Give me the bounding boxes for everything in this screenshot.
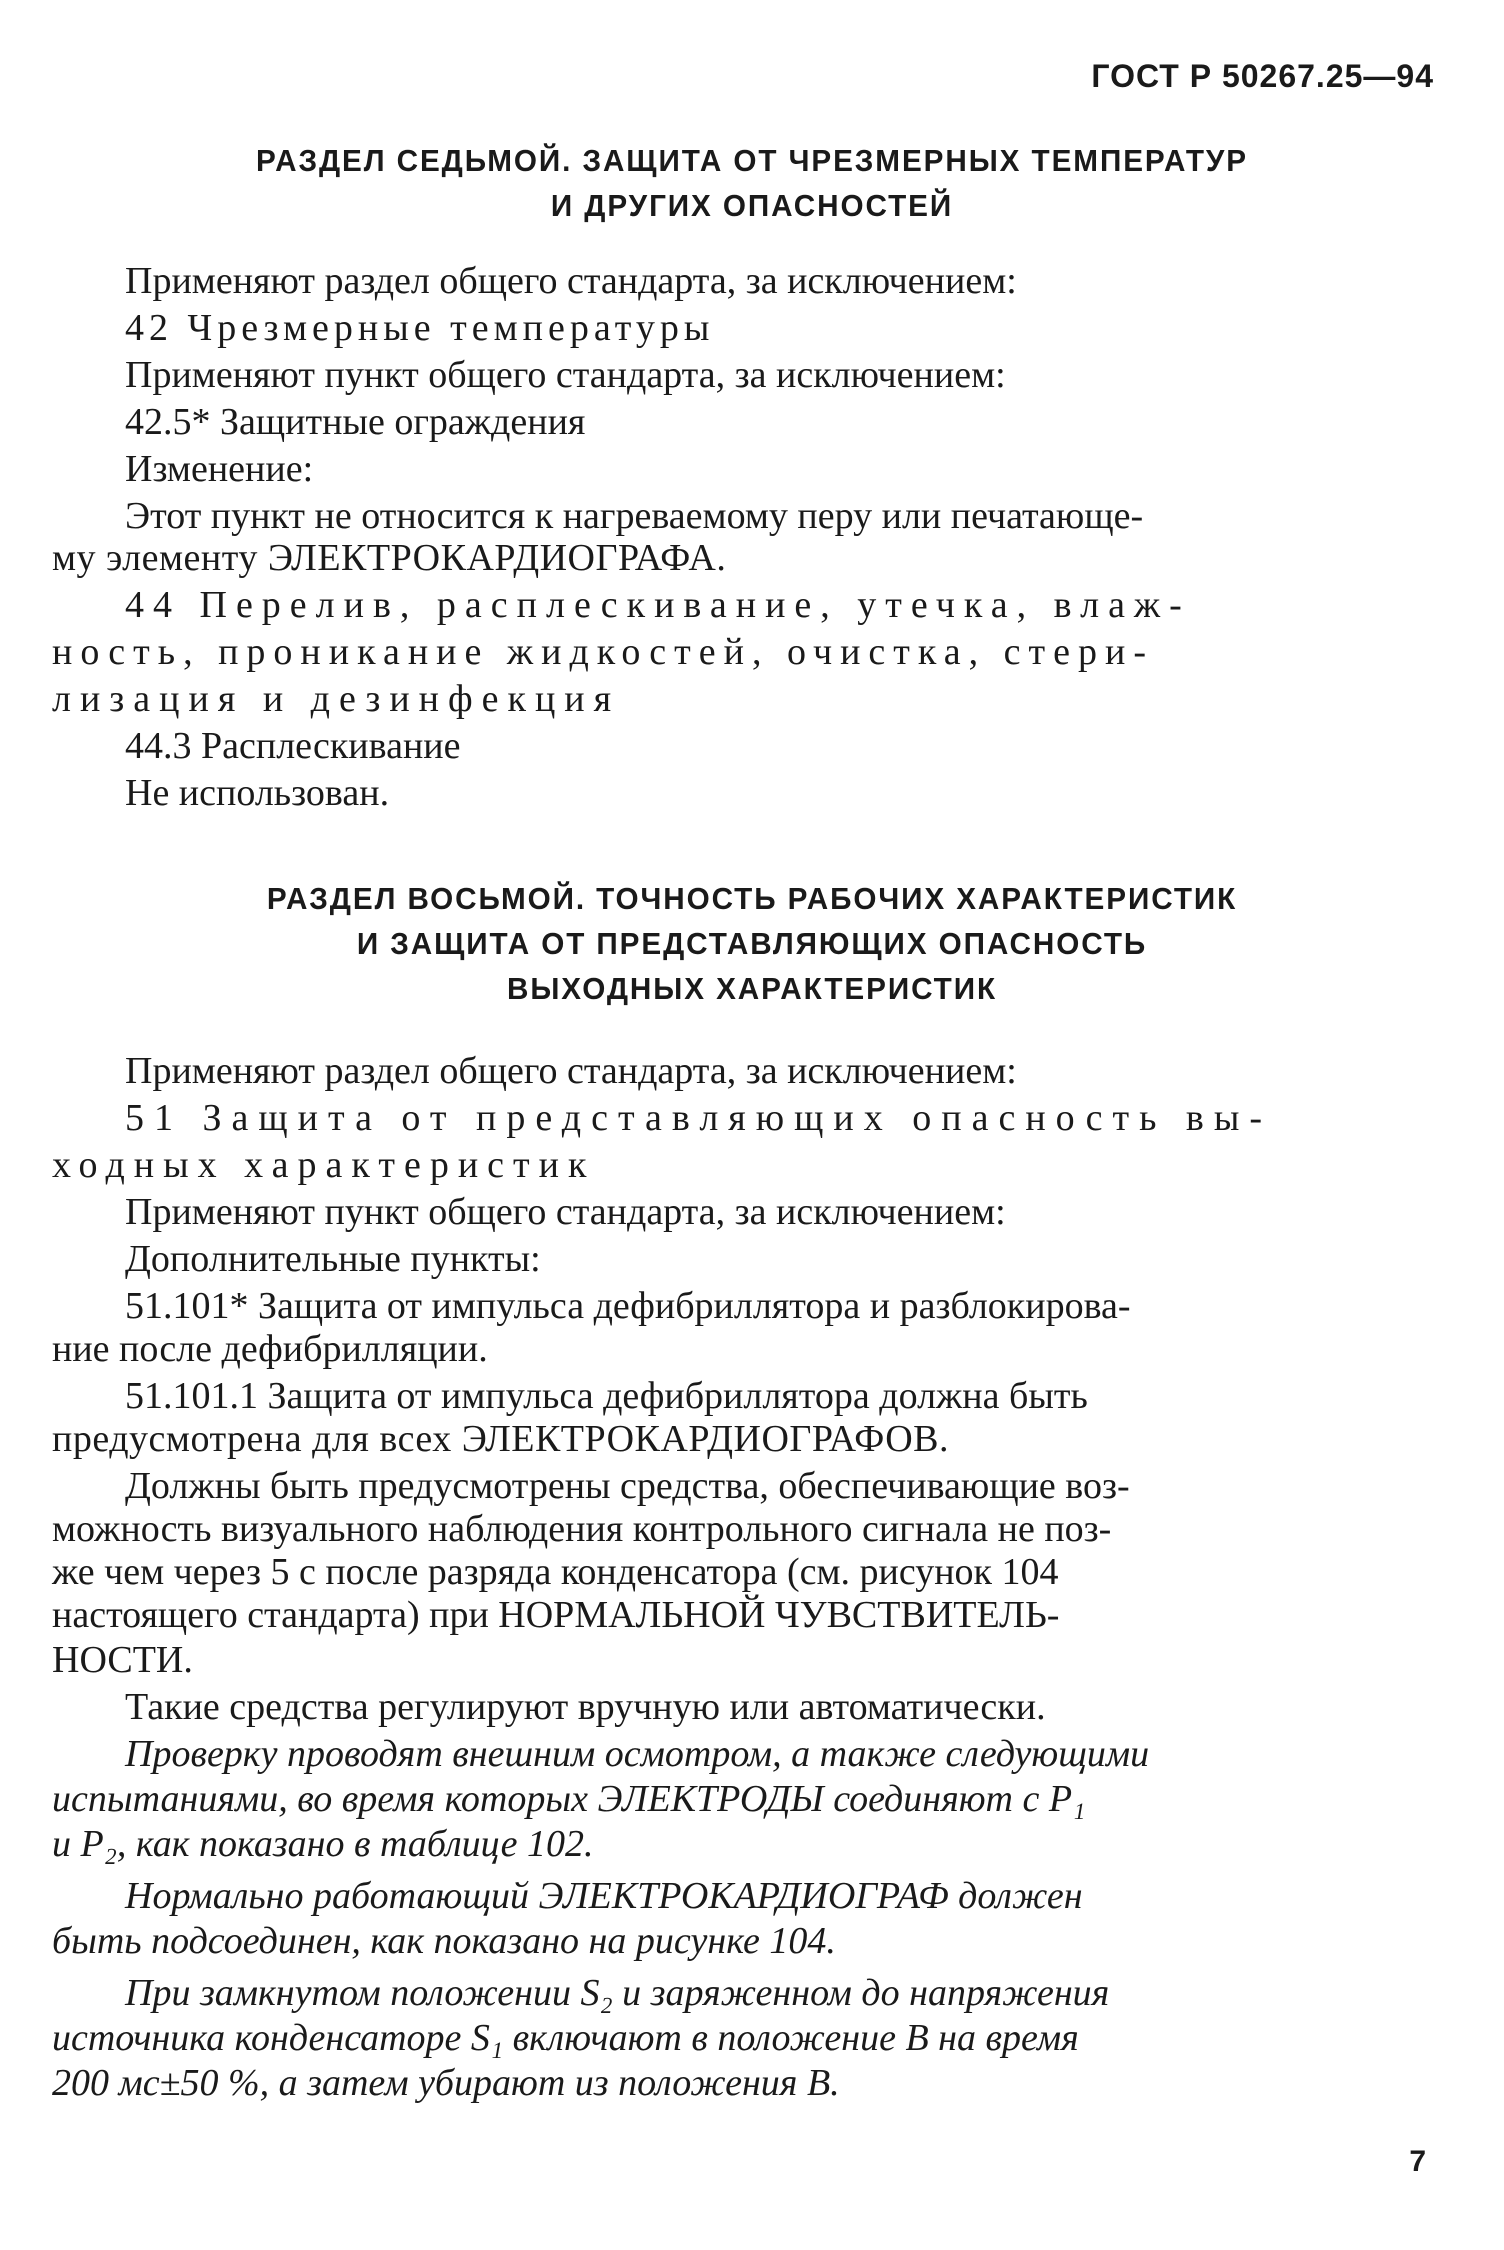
paragraph-line: НОСТИ. (52, 1639, 193, 1681)
paragraph-line: источника конденсаторе S₁ включают в положение B на время (52, 2017, 1079, 2059)
paragraph-line: Должны быть предусмотрены средства, обеспечивающие воз- (125, 1465, 1130, 1507)
paragraph-line: 42 Чрезмерные температуры (125, 307, 715, 349)
paragraph-line: 42.5* Защитные ограждения (125, 401, 586, 443)
paragraph-line: Применяют раздел общего стандарта, за исключением: (125, 260, 1017, 302)
paragraph-line: Не использован. (125, 772, 390, 814)
paragraph-line: 51 Защита от представляющих опасность вы- (125, 1097, 1273, 1139)
paragraph-line: му элементу ЭЛЕКТРОКАРДИОГРАФА. (52, 537, 727, 579)
paragraph-line: ность, проникание жидкостей, очистка, стери- (52, 631, 1154, 673)
paragraph-line: Такие средства регулируют вручную или автоматически. (125, 1686, 1046, 1728)
section-7-title-line-2: И ДРУГИХ ОПАСНОСТЕЙ (550, 188, 954, 223)
paragraph-line: 44 Перелив, расплескивание, утечка, влаж- (125, 584, 1191, 626)
paragraph-line: 51.101.1 Защита от импульса дефибриллятора должна быть (125, 1375, 1088, 1417)
paragraph-line: 200 мс±50 %, а затем убирают из положения B. (52, 2062, 840, 2104)
section-8-title-line-3: ВЫХОДНЫХ ХАРАКТЕРИСТИК (506, 971, 998, 1006)
paragraph-line: Применяют пункт общего стандарта, за исключением: (125, 1191, 1006, 1233)
paragraph-line: Применяют раздел общего стандарта, за исключением: (125, 1050, 1017, 1092)
section-8-title-line-2: И ЗАЩИТА ОТ ПРЕДСТАВЛЯЮЩИХ ОПАСНОСТЬ (356, 926, 1148, 961)
paragraph-line: Нормально работающий ЭЛЕКТРОКАРДИОГРАФ должен (125, 1875, 1083, 1917)
paragraph-line: лизация и дезинфекция (52, 678, 621, 720)
paragraph-line: 44.3 Расплескивание (125, 725, 461, 767)
paragraph-line: Проверку проводят внешним осмотром, а также следующими (125, 1733, 1150, 1775)
paragraph-line: ходных характеристик (52, 1144, 596, 1186)
paragraph-line: предусмотрена для всех ЭЛЕКТРОКАРДИОГРАФОВ. (52, 1418, 949, 1460)
paragraph-line: же чем через 5 с после разряда конденсатора (см. рисунок 104 (52, 1551, 1059, 1593)
paragraph-line: и P₂, как показано в таблице 102. (52, 1823, 594, 1865)
document-code-header: ГОСТ Р 50267.25—94 (1091, 58, 1434, 94)
paragraph-line: настоящего стандарта) при НОРМАЛЬНОЙ ЧУВСТВИТЕЛЬ- (52, 1594, 1060, 1636)
paragraph-line: быть подсоединен, как показано на рисунке 104. (52, 1920, 836, 1962)
paragraph-line: Изменение: (125, 448, 314, 490)
page-number: 7 (1409, 2145, 1426, 2178)
paragraph-line: можность визуального наблюдения контрольного сигнала не поз- (52, 1508, 1112, 1550)
paragraph-line: При замкнутом положении S₂ и заряженном до напряжения (125, 1972, 1110, 2014)
paragraph-line: Этот пункт не относится к нагреваемому перу или печатающе- (125, 495, 1144, 537)
paragraph-line: Применяют пункт общего стандарта, за исключением: (125, 354, 1006, 396)
paragraph-line: Дополнительные пункты: (125, 1238, 541, 1280)
paragraph-line: испытаниями, во время которых ЭЛЕКТРОДЫ соединяют с P₁ (52, 1778, 1086, 1820)
section-8-title-line-1: РАЗДЕЛ ВОСЬМОЙ. ТОЧНОСТЬ РАБОЧИХ ХАРАКТЕРИСТИК (266, 881, 1238, 916)
section-7-title-line-1: РАЗДЕЛ СЕДЬМОЙ. ЗАЩИТА ОТ ЧРЕЗМЕРНЫХ ТЕМПЕРАТУР (255, 143, 1249, 178)
paragraph-line: 51.101* Защита от импульса дефибриллятора и разблокирова- (125, 1285, 1131, 1327)
paragraph-line: ние после дефибрилляции. (52, 1328, 488, 1370)
